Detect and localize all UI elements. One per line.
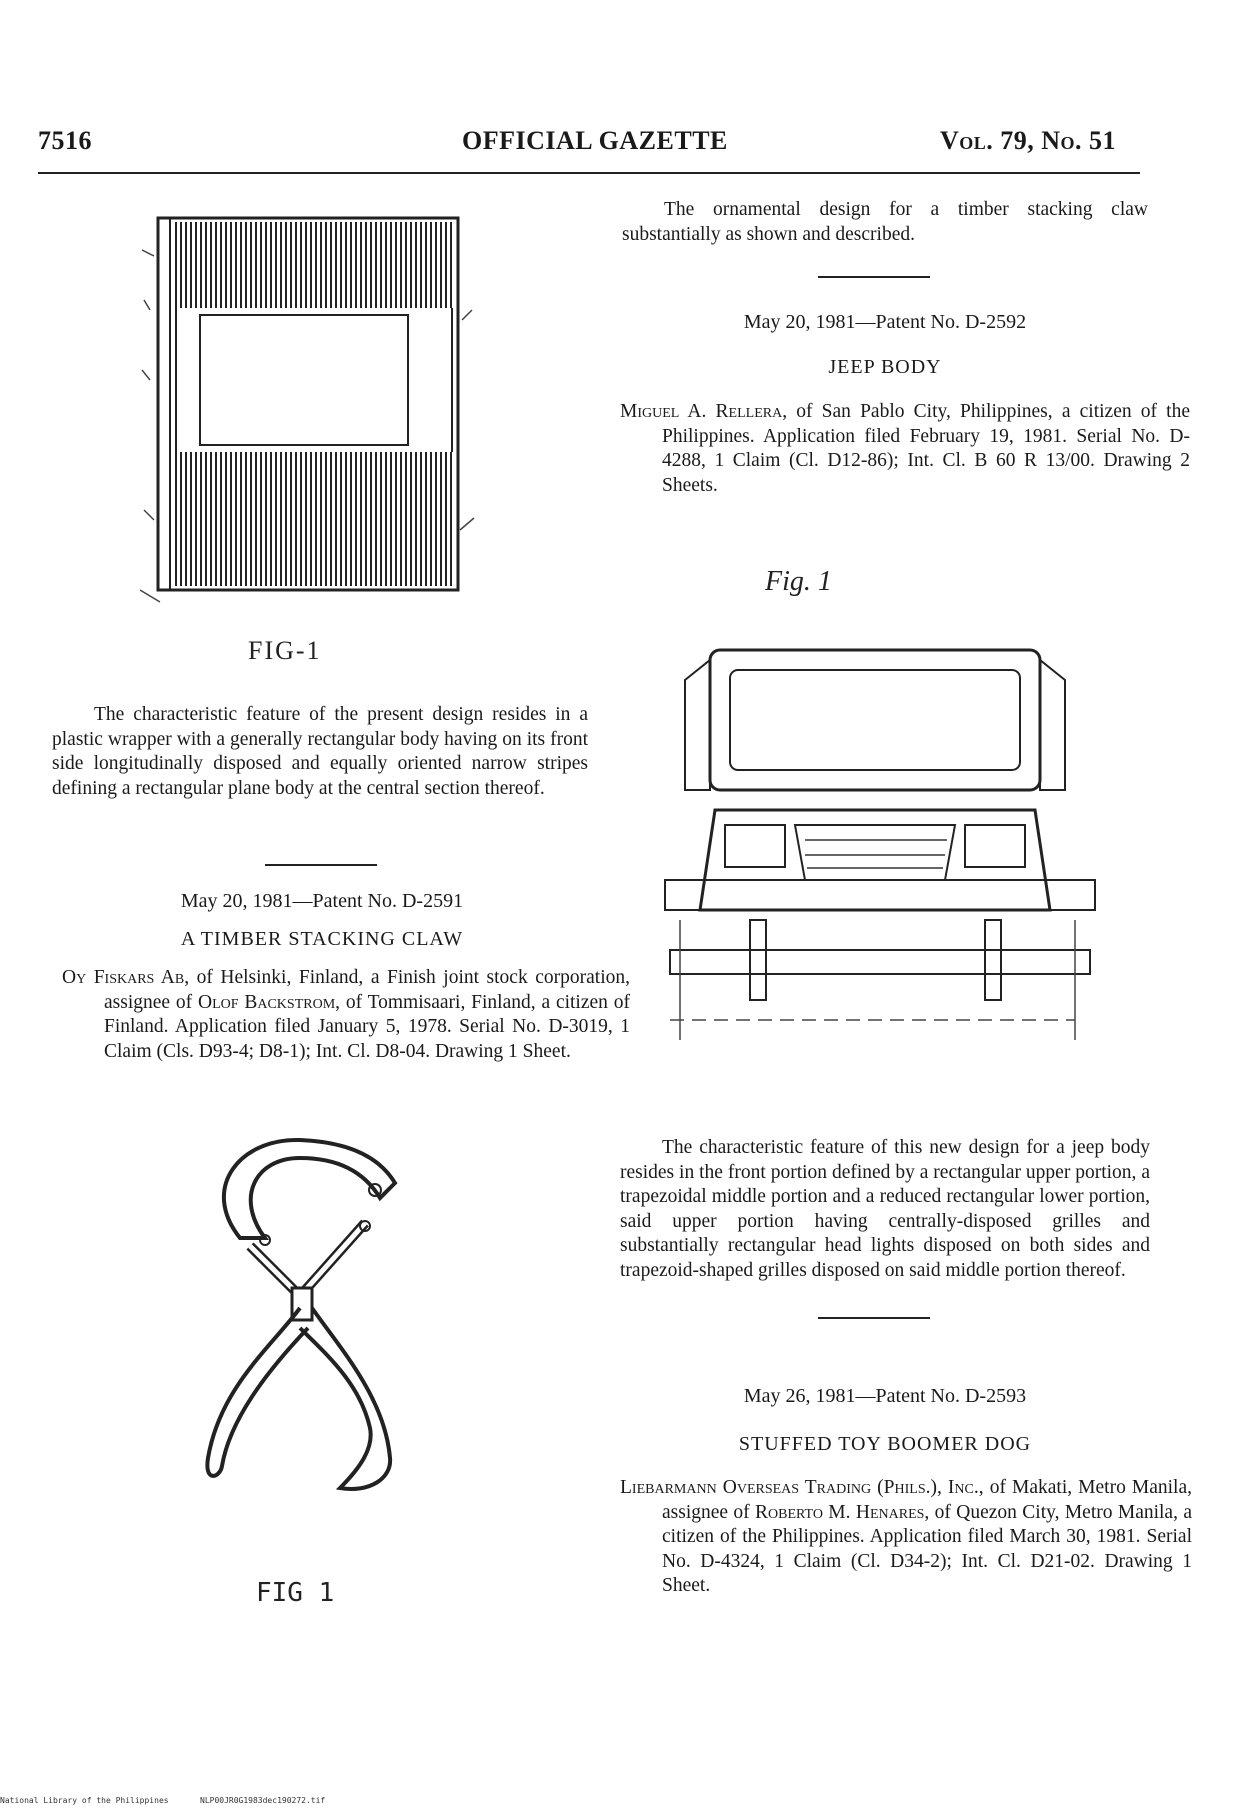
publication-title: OFFICIAL GAZETTE (462, 126, 728, 155)
jeep-figure (655, 640, 1105, 1080)
patent-2592-applicant: Miguel A. Rellera (620, 401, 783, 422)
header-rule (38, 172, 1140, 174)
jeep-description: The characteristic feature of this new design for a jeep body resides in the front portion defined by a rectangular upper portion, a trapezoidal middle portion and a reduced rectangular lower portion, said upper portion having centrally-disposed grilles and substantially rectangular head lights disposed on both sides and trapezoid-shaped grilles disposed on said middle portion thereof. (620, 1137, 1150, 1281)
patent-2591-dateline: May 20, 1981—Patent No. D-2591 (180, 890, 464, 912)
wrapper-description: The characteristic feature of the present design resides in a plastic wrapper with a generally rectangular body having on its front side longitudinally disposed and equally oriented narrow stripes defining a rectangular plane body at the central section thereof. (52, 704, 588, 799)
wrapper-figure-label: FIG-1 (248, 636, 322, 665)
timber-claw-figure-label: FIG 1 (256, 1578, 335, 1608)
patent-2593-text-b: , of Quezon City, Metro Manila, a citizen of the Philippines. Application filed March 30, 1981. Serial No. D-4324, 1 Claim (Cl. D34-2); Int. Cl. D21-02. Drawing 1 Sheet. (662, 1501, 1192, 1597)
separator-left-1 (265, 864, 377, 866)
patent-2592-body (620, 400, 1190, 498)
footer-library: National Library of the Philippines (0, 1796, 169, 1805)
patent-2593-title: STUFFED TOY BOOMER DOG (738, 1433, 1032, 1455)
patent-2593-body (620, 1476, 1192, 1599)
patent-2592-text: , of San Pablo City, Philippines, a citizen of the Philippines. Application filed February 19, 1981. Serial No. D-4288, 1 Claim (Cl. D12-86); Int. Cl. B 60 R 13/00. Drawing 2 Sheets. (662, 401, 1190, 496)
separator-right-1 (818, 276, 930, 278)
patent-2593-text-a: , of Makati, Metro Manila, assignee of (662, 1477, 1192, 1523)
patent-2591-assignee: Olof Backstrom (197, 991, 336, 1013)
separator-right-2 (818, 1317, 930, 1319)
patent-2591-body (62, 966, 630, 1064)
patent-2591-claim: The ornamental design for a timber stacking claw substantially as shown and described. (622, 199, 1148, 245)
jeep-figure-label: Fig. 1 (765, 566, 832, 597)
patent-2591-title: A TIMBER STACKING CLAW (180, 928, 464, 950)
wrapper-figure (140, 210, 480, 610)
timber-claw-figure (180, 1128, 430, 1528)
patent-2592-title: JEEP BODY (828, 356, 942, 378)
patent-2591-text-b: , of Tommisaari, Finland, a citizen of Finland. Application filed January 5, 1978. Serial No. D-3019, 1 Claim (Cls. D93-4; D8-1); Int. Cl. D8-04. Drawing 1 Sheet. (104, 991, 630, 1062)
volume-number: Vol. 79, No. 51 (940, 126, 1117, 155)
patent-2593-applicant: Liebarmann Overseas Trading (Phils.), Inc. (620, 1477, 979, 1498)
footer-file: NLP00JR0G1983dec190272.tif (200, 1796, 326, 1805)
patent-2593-dateline: May 26, 1981—Patent No. D-2593 (743, 1385, 1027, 1407)
patent-2592-dateline: May 20, 1981—Patent No. D-2592 (743, 311, 1027, 333)
patent-2593-assignee: Roberto M. Henares (755, 1501, 925, 1523)
patent-2591-text-a: , of Helsinki, Finland, a Finish joint stock corporation, assignee of (104, 967, 630, 1013)
page-number: 7516 (38, 126, 92, 155)
patent-2591-applicant: Oy Fiskars Ab (62, 967, 185, 988)
